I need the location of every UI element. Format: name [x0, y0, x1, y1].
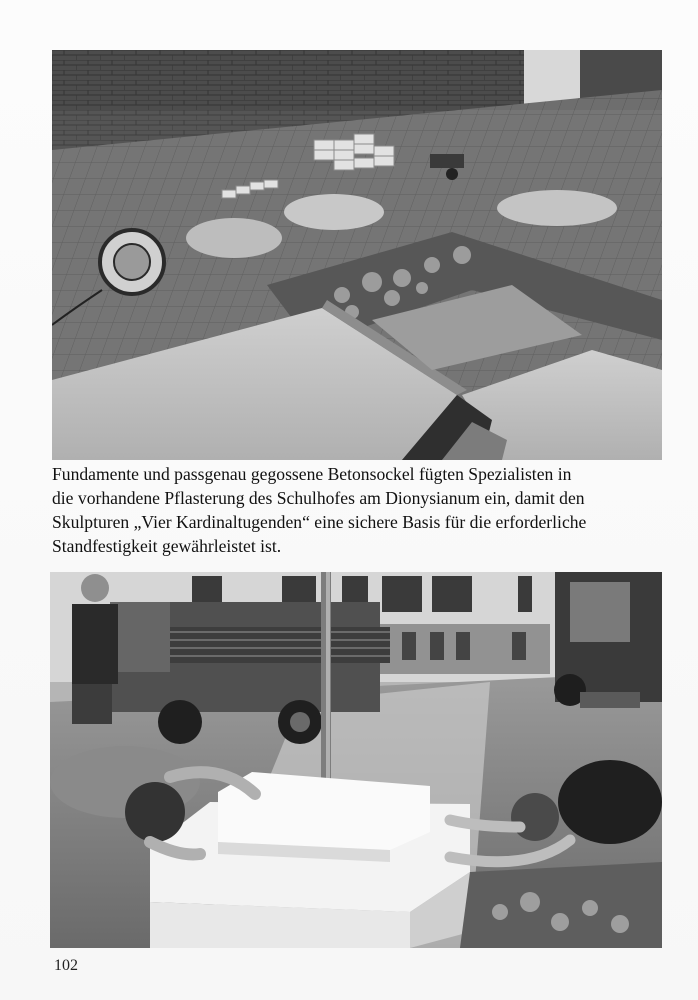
photo-concrete-foundations: [52, 50, 662, 460]
caption-line: die vorhandene Pflasterung des Schulhofes am Dionysianum ein, damit den: [52, 488, 585, 508]
photo-caption: [52, 462, 672, 558]
photo-workers-installing-base: [50, 572, 662, 948]
photo-concrete-foundations-image: [52, 50, 662, 460]
photo-workers-installing-base-image: [50, 572, 662, 948]
caption-line: Standfestigkeit gewährleistet ist.: [52, 536, 282, 556]
caption-line: Fundamente und passgenau gegossene Betonsockel fügten Spezialisten in: [52, 464, 572, 484]
caption-line: Skulpturen „Vier Kardinaltugenden“ eine sichere Basis für die erforderliche: [52, 512, 587, 532]
page-number: 102: [54, 957, 78, 974]
